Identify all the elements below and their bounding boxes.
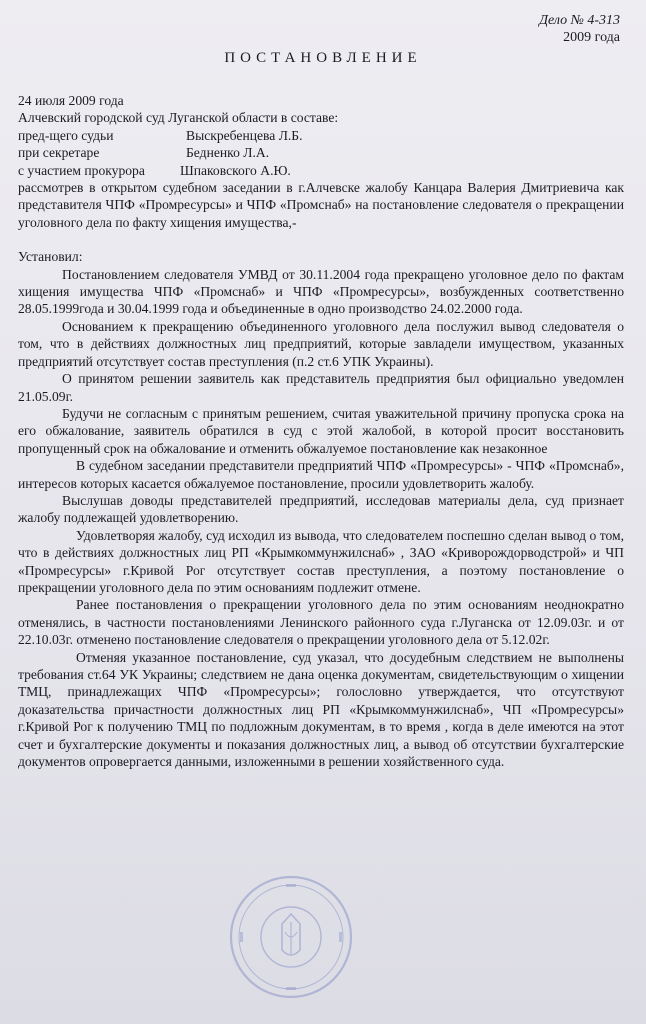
paragraph-2: Основанием к прекращению объединенного уголовного дела послужил вывод следователя о том, что в действиях должностных лиц предприятий, которые завладели имуществом, указанных предприятий отсутствует состав преступления (п.2 ст.6 УПК Украины). bbox=[18, 318, 624, 369]
case-year: 2009 года bbox=[563, 30, 620, 45]
document-body bbox=[18, 92, 624, 770]
paragraph-8: Ранее постановления о прекращении уголовного дела по этим основаниям неоднократно отменялись, в частности постановлениями Ленинского районного суда г.Луганска от 12.09.03г. и от 22.10.03г. отменено постановление следователя о прекращении уголовного дела от 5.12.02г. bbox=[18, 597, 624, 648]
document-title: ПОСТАНОВЛЕНИЕ bbox=[224, 50, 422, 66]
secretary-label: при секретаре bbox=[18, 145, 100, 161]
judge-label: пред-щего судьи bbox=[18, 127, 114, 143]
paragraph-6: Выслушав доводы представителей предприятий, исследовав материалы дела, суд признает жалобу подлежащей удовлетворению. bbox=[18, 492, 624, 526]
judge-name: Выскребенцева Л.Б. bbox=[186, 127, 303, 143]
paragraph-9: Отменяя указанное постановление, суд указал, что досудебным следствием не выполнены требования ст.64 УК Украины; следствием не дана оценка документам, свидетельствующим о хищении ТМЦ, принадлежащих ЧПФ «Промресурсы»; голословно утверждается, что отсутствуют доказательства причастности должностных лиц РП «Крымкоммунжилснаб», ЧП «Промресурсы» г.Кривой Рог к получению ТМЦ по подложным документам, в то время , когда в деле имеются на этот счет и бухгалтерские документы и показания должностных лиц, а вывод об отсутствии бухгалтерские документов опровергается данными, изложенными в решении хозяйственного суда. bbox=[18, 649, 624, 770]
court-seal-stamp bbox=[226, 872, 356, 1002]
intro-paragraph: рассмотрев в открытом судебном заседании в г.Алчевске жалобу Канцара Валерия Дмитриевича как представителя ЧПФ «Промресурсы» и ЧПФ «Промснаб» на постановление следователя о прекращении уголовного дела по факту хищения имущества,- bbox=[18, 180, 624, 230]
prosecutor-label: с участием прокурора bbox=[18, 162, 145, 178]
secretary-name: Бедненко Л.А. bbox=[186, 145, 270, 161]
paragraph-1: Постановлением следователя УМВД от 30.11.2004 года прекращено уголовное дело по фактам хищения имущества ЧПФ «Промснаб» и ЧПФ «Промресурсы», возбужденных соответственно 28.05.1999года и 30.04.1999 года и объединенные в одно производство 24.02.2000 года. bbox=[18, 266, 624, 317]
paragraph-4: Будучи не согласным с принятым решением, считая уважительной причину пропуска срока на его обжалование, заявитель обратился в суд с этой жалобой, в которой просит восстановить пропущенный срок на обжалование и отменить обжалуемое постановление как незаконное bbox=[18, 405, 624, 456]
case-number: Дело № 4-313 bbox=[539, 13, 620, 28]
prosecutor-name: Шпаковского А.Ю. bbox=[180, 162, 291, 178]
spacer bbox=[18, 231, 624, 248]
paragraph-5: В судебном заседании представители предприятий ЧПФ «Промресурсы» - ЧПФ «Промснаб», интересов которых касается обжалуемое постановление, просили удовлетворить жалобу. bbox=[18, 458, 624, 491]
court-name: Алчевский городской суд Луганской области в составе: bbox=[18, 110, 339, 126]
established-heading: Установил: bbox=[18, 249, 83, 265]
case-number-block bbox=[539, 12, 620, 46]
prosecutor-row bbox=[18, 162, 624, 179]
secretary-row bbox=[18, 144, 624, 161]
document-date: 24 июля 2009 года bbox=[18, 93, 124, 108]
judge-row bbox=[18, 127, 624, 144]
paragraph-3: О принятом решении заявитель как представитель предприятия был официально уведомлен 21.05.09г. bbox=[18, 371, 624, 404]
paragraph-7: Удовлетворяя жалобу, суд исходил из вывода, что следователем поспешно сделан вывод о том, что в действиях должностных лиц РП «Крымкоммунжилснаб» , ЗАО «Криворождорводстрой» и ЧП «Промресурсы» г.Кривой Рог отсутствует состав преступления, а поэтому постановление о прекращении уголовного дела по этим основаниям подлежит отмене. bbox=[18, 527, 624, 595]
